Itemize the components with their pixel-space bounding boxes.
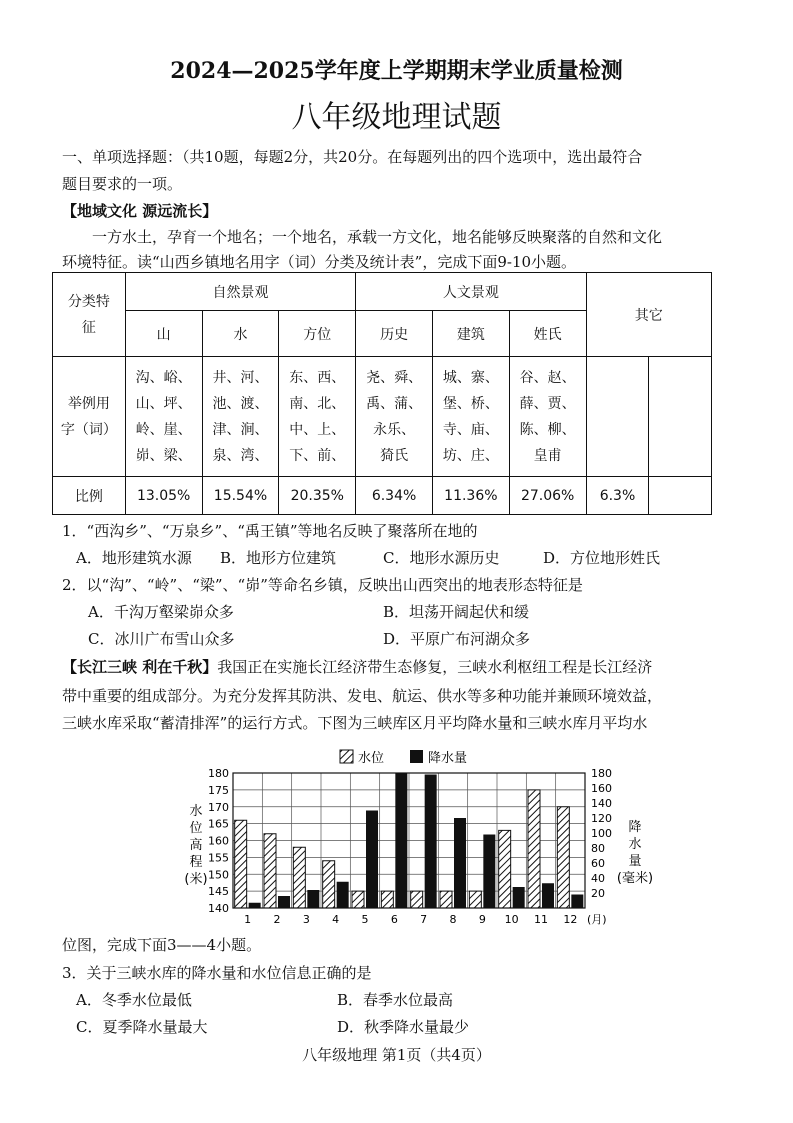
subhead-direction: 方位 [279, 311, 356, 357]
topic2-line2: 带中重要的组成部分。为充分发挥其防洪、发电、航运、供水等多种功能并兼顾环境效益， [62, 687, 663, 705]
x-tick-label: 10 [504, 913, 519, 926]
row-label-l2: 字（词） [60, 421, 117, 438]
bar-water-level [293, 847, 305, 908]
q2-option-c: C．冰川广布雪山众多 [88, 630, 235, 648]
bar-precipitation [483, 835, 495, 909]
x-tick-label: 12 [563, 913, 578, 926]
table-header-category-l2: 征 [81, 319, 96, 336]
left-tick-label: 145 [208, 885, 229, 899]
left-tick-label: 140 [208, 902, 229, 915]
reservoir-chart [0, 738, 793, 938]
topic1-line2: 环境特征。读“山西乡镇地名用字（词）分类及统计表”，完成下面9-10小题。 [62, 253, 577, 271]
row-label-examples [53, 357, 126, 477]
examples-other-b [649, 357, 712, 477]
ratio-empty [649, 477, 712, 515]
legend-swatch-water-level [340, 750, 353, 763]
x-tick-label: 7 [420, 913, 428, 926]
q3-option-a: A．冬季水位最低 [76, 991, 192, 1009]
example-text: 下、前、 [289, 447, 346, 464]
bar-precipitation [337, 882, 349, 908]
x-tick-label: 11 [534, 913, 548, 926]
x-tick-label: 6 [390, 913, 398, 926]
example-text: 城、寨、 [442, 369, 499, 386]
right-axis-label-char: 降 [628, 820, 642, 835]
bar-water-level [557, 807, 569, 908]
ratio-surname: 27.06% [509, 477, 586, 515]
table-header-category-l1: 分类特 [67, 293, 110, 310]
example-text: 永乐、 [373, 421, 416, 438]
section-intro-line1: 一、单项选择题：（共10题，每题2分，共20分。在每题列出的四个选项中，选出最符合 [62, 148, 643, 166]
examples-surname [509, 357, 586, 477]
left-tick-label: 180 [208, 767, 229, 780]
example-text: 东、西、 [289, 369, 346, 386]
left-axis-label-char: 位 [189, 821, 203, 836]
right-axis-label-char: 水 [628, 837, 642, 852]
left-axis-label-char: 程 [189, 855, 203, 870]
bar-precipitation [366, 811, 378, 909]
table-header-category [53, 273, 126, 357]
right-tick-label: 40 [591, 872, 605, 885]
legend-label-precip: 降水量 [428, 751, 468, 766]
example-text: 泉、湾、 [212, 447, 269, 464]
examples-water [202, 357, 279, 477]
example-text: 山、坪、 [135, 395, 192, 412]
right-tick-label: 60 [591, 857, 605, 870]
example-text: 皇甫 [533, 447, 562, 464]
example-text: 尧、舜、 [366, 369, 423, 386]
q2-option-a: A．千沟万壑梁峁众多 [88, 603, 234, 621]
left-axis-label-char: (米) [184, 872, 208, 887]
example-text: 陈、柳、 [519, 421, 576, 438]
example-text: 中、上、 [289, 421, 346, 438]
right-tick-label: 100 [591, 827, 612, 840]
q2-stem: 2．以“沟”、“岭”、“梁”、“峁”等命名乡镇，反映出山西突出的地表形态特征是 [62, 576, 583, 594]
x-tick-label: 5 [361, 913, 369, 926]
q2-option-b: B．坦荡开阔起伏和缓 [383, 603, 530, 621]
example-text: 南、北、 [289, 395, 346, 412]
table-header-other: 其它 [586, 273, 711, 357]
q1-option-c: C．地形水源历史 [383, 549, 500, 567]
bar-water-level [528, 790, 540, 908]
q3-stem: 3．关于三峡水库的降水量和水位信息正确的是 [62, 964, 372, 982]
ratio-water: 15.54% [202, 477, 279, 515]
chart-legend [340, 750, 467, 766]
row-label-ratio: 比例 [53, 477, 126, 515]
topic2-line4: 位图，完成下面3——4小题。 [62, 936, 262, 954]
right-tick-label: 140 [591, 797, 612, 810]
x-tick-label: 4 [332, 913, 340, 926]
left-axis-label-char: 高 [189, 838, 203, 853]
exam-subtitle: 八年级地理试题 [291, 100, 502, 135]
q3-option-d: D．秋季降水量最少 [337, 1018, 470, 1036]
right-tick-label: 160 [591, 782, 612, 795]
example-text: 坊、庄、 [442, 447, 499, 464]
bar-water-level [381, 891, 393, 908]
left-axis-label-char: 水 [189, 804, 203, 819]
x-tick-label: 1 [244, 913, 252, 926]
q1-stem: 1．“西沟乡”、“万泉乡”、“禹王镇”等地名反映了聚落所在地的 [62, 522, 478, 540]
topic1-line1: 一方水土，孕育一个地名；一个地名，承载一方文化，地名能够反映聚落的自然和文化 [92, 228, 663, 246]
topic1-heading: 【地域文化 源远流长】 [62, 202, 218, 220]
example-text: 猗氏 [380, 447, 409, 464]
examples-building [432, 357, 509, 477]
subhead-history: 历史 [356, 311, 433, 357]
bar-water-level [440, 891, 452, 908]
example-text: 薛、贾、 [519, 395, 576, 412]
section-intro-line2: 题目要求的一项。 [62, 175, 183, 193]
bar-precipitation [278, 896, 290, 908]
bar-precipitation [571, 895, 583, 909]
example-text: 沟、峪、 [135, 369, 192, 386]
legend-label-water-level: 水位 [358, 751, 385, 766]
example-text: 堡、桥、 [442, 395, 499, 412]
x-tick-label: 9 [478, 913, 486, 926]
subhead-water: 水 [202, 311, 279, 357]
examples-history [356, 357, 433, 477]
example-text: 池、渡、 [212, 395, 269, 412]
x-tick-label: 2 [273, 913, 281, 926]
bar-water-level [264, 834, 276, 908]
example-text: 井、河、 [212, 369, 269, 386]
bar-precipitation [425, 775, 437, 909]
bar-precipitation [542, 883, 554, 908]
subhead-mountain: 山 [125, 311, 202, 357]
q1-option-a: A．地形建筑水源 [76, 549, 192, 567]
exam-title: 2024—2025学年度上学期期末学业质量检测 [170, 58, 623, 84]
q1-option-b: B．地形方位建筑 [220, 549, 337, 567]
examples-direction [279, 357, 356, 477]
right-axis-label-char: (毫米) [616, 871, 654, 886]
bar-precipitation [454, 818, 466, 908]
bar-water-level [469, 891, 481, 908]
ratio-mountain: 13.05% [125, 477, 202, 515]
q3-option-c: C．夏季降水量最大 [76, 1018, 208, 1036]
bar-precipitation [307, 890, 319, 908]
topic2-line1 [62, 656, 652, 677]
page-footer: 八年级地理 第1页（共4页） [302, 1046, 491, 1064]
right-tick-label: 80 [591, 842, 605, 855]
example-text: 津、涧、 [212, 421, 269, 438]
bar-water-level [352, 891, 364, 908]
example-text: 禹、蒲、 [366, 395, 423, 412]
right-tick-label: 120 [591, 812, 612, 825]
bar-water-level [323, 861, 335, 908]
left-tick-label: 170 [208, 800, 229, 814]
right-axis-label-char: 量 [628, 854, 642, 869]
place-name-table [52, 272, 712, 515]
q3-option-b: B．春季水位最高 [337, 991, 454, 1009]
x-unit-label: (月) [587, 913, 607, 926]
subhead-surname: 姓氏 [509, 311, 586, 357]
example-text: 岭、崖、 [135, 421, 192, 438]
examples-mountain [125, 357, 202, 477]
q2-option-d: D．平原广布河湖众多 [383, 630, 531, 648]
left-tick-label: 175 [208, 783, 229, 797]
topic2-heading: 【长江三峡 利在千秋】 [62, 658, 218, 676]
topic2-line1-text: 我国正在实施长江经济带生态修复，三峡水利枢纽工程是长江经济 [217, 658, 653, 676]
bar-water-level [235, 820, 247, 908]
bar-water-level [411, 891, 423, 908]
ratio-history: 6.34% [356, 477, 433, 515]
ratio-direction: 20.35% [279, 477, 356, 515]
left-tick-label: 150 [208, 868, 229, 882]
bar-precipitation [513, 887, 525, 908]
bar-precipitation [395, 773, 407, 908]
ratio-building: 11.36% [432, 477, 509, 515]
legend-swatch-precip [410, 750, 423, 763]
row-label-l1: 举例用 [67, 395, 110, 412]
bar-precipitation [249, 903, 261, 908]
left-tick-label: 155 [208, 851, 229, 865]
right-tick-label: 20 [591, 887, 605, 900]
table-header-natural: 自然景观 [125, 273, 355, 311]
example-text: 峁、梁、 [135, 447, 192, 464]
example-text: 谷、赵、 [519, 369, 576, 386]
topic2-line3: 三峡水库采取“蓄清排浑”的运行方式。下图为三峡库区月平均降水量和三峡水库月平均水 [62, 714, 648, 732]
table-header-human: 人文景观 [356, 273, 586, 311]
q1-option-d: D．方位地形姓氏 [543, 549, 661, 567]
examples-other-a [586, 357, 649, 477]
ratio-other: 6.3% [586, 477, 649, 515]
left-tick-label: 165 [208, 817, 229, 831]
right-tick-label: 180 [591, 767, 612, 780]
subhead-building: 建筑 [432, 311, 509, 357]
example-text: 寺、庙、 [442, 421, 499, 438]
x-tick-label: 3 [302, 913, 310, 926]
bar-water-level [499, 830, 511, 908]
x-tick-label: 8 [449, 913, 457, 926]
left-tick-label: 160 [208, 834, 229, 848]
